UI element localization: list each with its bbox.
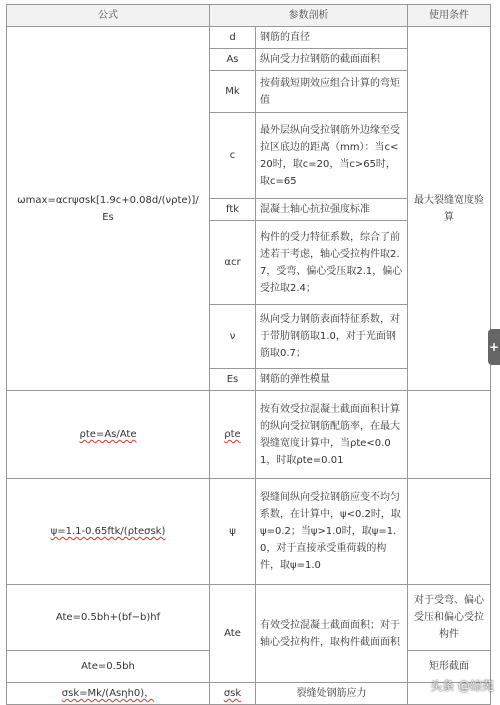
param-desc: 最外层纵向受拉钢筋外边缘至受拉区底边的距离（mm）：当c<20时，取c=20，当c>65时，取c=65 (256, 113, 408, 199)
param-symbol: αcr (210, 221, 256, 305)
watermark: 头条 @综苑 (430, 679, 494, 693)
psi-desc: 裂缝间纵向受拉钢筋应变不均匀系数，在计算中，ψ<0.2时，取ψ=0.2；当ψ>1.0时，取ψ=1.0，对于直接承受重荷载的构件，取ψ=1.0 (256, 479, 408, 585)
header-row (7, 5, 491, 27)
param-desc: 纵向受力拉钢筋的截面面积 (256, 49, 408, 71)
ate-symbol: Ate (210, 585, 256, 683)
condition-max-crack: 最大裂缝宽度验算 (408, 27, 491, 391)
param-row-d (7, 27, 491, 49)
param-desc: 混凝土轴心抗拉强度标准 (256, 199, 408, 221)
sigma-formula: σsk=Mk/(Asηh0)， (7, 683, 210, 705)
header-conditions: 使用条件 (408, 5, 491, 27)
param-symbol: d (210, 27, 256, 49)
param-symbol: ftk (210, 199, 256, 221)
param-symbol: ν (210, 305, 256, 369)
ate-desc: 有效受拉混凝土截面面积；对于轴心受拉构件，取构件截面面积 (256, 585, 408, 683)
param-symbol: Mk (210, 71, 256, 113)
param-symbol: Es (210, 369, 256, 391)
rho-symbol: ρte (210, 391, 256, 479)
param-symbol: As (210, 49, 256, 71)
psi-row (7, 479, 491, 585)
psi-symbol: ψ (210, 479, 256, 585)
rho-row (7, 391, 491, 479)
rho-condition (408, 391, 491, 479)
crack-width-formula: ωmax=αcrψσsk[1.9c+0.08d/(νρte)]/ (17, 194, 199, 206)
psi-condition (408, 479, 491, 585)
param-desc: 构件的受力特征系数，综合了前述若干考虑，轴心受拉构件取2.7，受弯、偏心受压取2.1，偏心受拉取2.4； (256, 221, 408, 305)
param-desc: 按荷载短期效应组合计算的弯矩值 (256, 71, 408, 113)
sigma-row (7, 683, 491, 705)
ate-formula-rect: Ate=0.5bh (7, 651, 210, 683)
sigma-desc: 裂缝处钢筋应力 (256, 683, 408, 705)
rho-formula: ρte=As/Ate (7, 391, 210, 479)
formula-table (6, 4, 491, 705)
sigma-symbol: σsk (210, 683, 256, 705)
ate-row-1 (7, 585, 491, 651)
ate-formula-flanged: Ate=0.5bh+(bf−b)hf (7, 585, 210, 651)
crack-width-formula-tail: Es (102, 211, 114, 223)
ate-condition-rect: 矩形截面 (408, 651, 491, 683)
header-formula: 公式 (7, 5, 210, 27)
crack-width-formula-cell (7, 27, 210, 391)
header-parameters: 参数剖析 (210, 5, 408, 27)
param-desc: 钢筋的弹性模量 (256, 369, 408, 391)
param-symbol: c (210, 113, 256, 199)
expand-side-tab[interactable]: + (488, 329, 500, 365)
param-desc: 纵向受力钢筋表面特征系数，对于带肋钢筋取1.0，对于光面钢筋取0.7； (256, 305, 408, 369)
param-desc: 钢筋的直径 (256, 27, 408, 49)
ate-condition-flexural: 对于受弯、偏心受压和偏心受拉构件 (408, 585, 491, 651)
rho-desc: 按有效受拉混凝土截面面积计算的纵向受拉钢筋配筋率，在最大裂缝宽度计算中，当ρte<0.01，时取ρte=0.01 (256, 391, 408, 479)
psi-formula: ψ=1.1-0.65ftk/(ρteσsk) (7, 479, 210, 585)
